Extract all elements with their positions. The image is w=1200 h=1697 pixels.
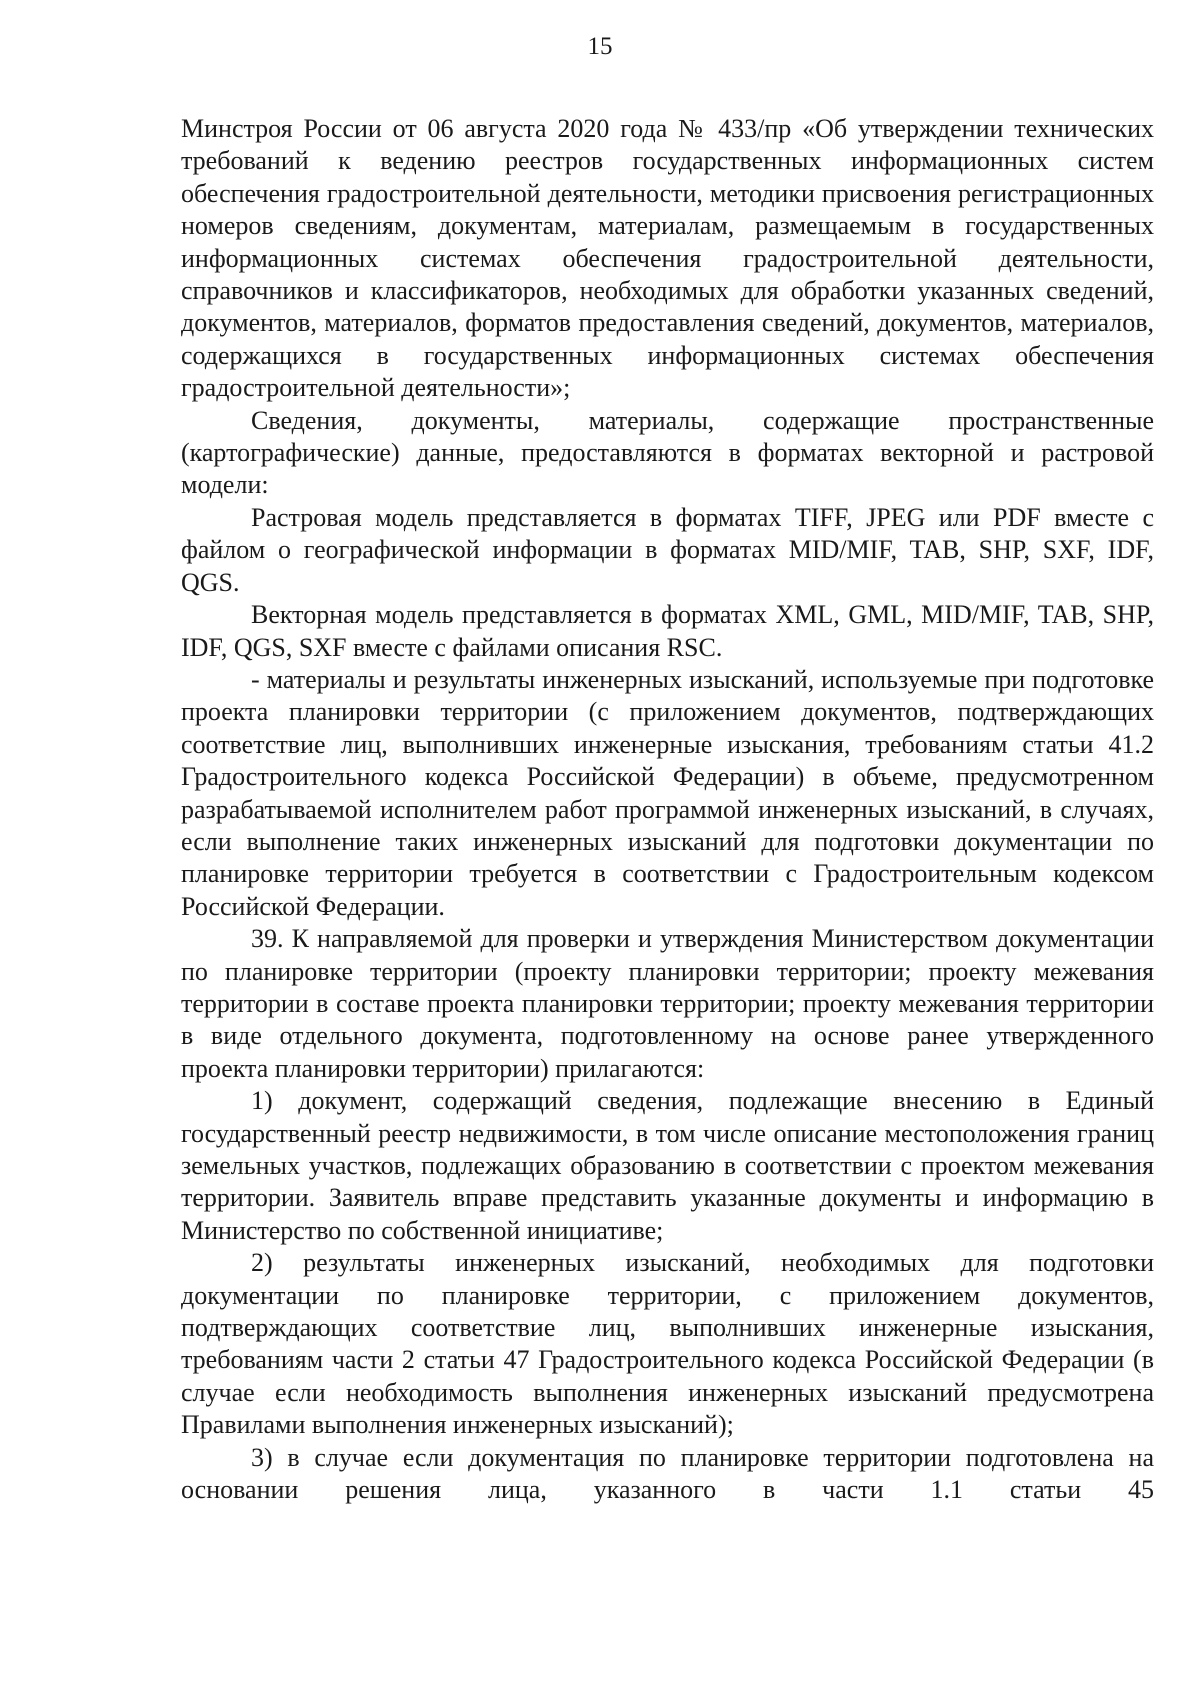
paragraph-raster-model: Растровая модель представляется в форматах TIFF, JPEG или PDF вместе с файлом о географической информации в форматах MID/MIF, TAB, SHP, SXF, IDF, QGS. xyxy=(181,502,1154,597)
paragraph-item-2: 2) результаты инженерных изысканий, необходимых для подготовки документации по планировке территории, с приложением документов, подтверждающих соответствие лиц, выполнивших инженерные изыскания, требованиям части 2 статьи 47 Градостроительного кодекса Российской Федерации (в случае если необходимость выполнения инженерных изысканий предусмотрена Правилами выполнения инженерных изысканий); xyxy=(181,1248,1154,1440)
paragraph-survey-materials: - материалы и результаты инженерных изысканий, используемые при подготовке проекта планировки территории (с приложением документов, подтверждающих соответствие лиц, выполнивших инженерные изыскания, требованиям статьи 41.2 Градостроительного кодекса Российской Федерации) в объеме, предусмотренном разрабатываемой исполнителем работ программой инженерных изысканий, в случаях, если выполнение таких инженерных изысканий для подготовки документации по планировке территории требуется в соответствии с Градостроительным кодексом Российской Федерации. xyxy=(181,664,1154,921)
paragraph-item-1: 1) документ, содержащий сведения, подлежащие внесению в Единый государственный реестр недвижимости, в том числе описание местоположения границ земельных участков, подлежащих образованию в соответствии с проектом межевания территории. Заявитель вправе представить указанные документы и информацию в Министерство по собственной инициативе; xyxy=(181,1086,1154,1245)
paragraph-ministry-order: Минстроя России от 06 августа 2020 года № 433/пр «Об утверждении технических требований к ведению реестров государственных информационных систем обеспечения градостроительной деятельности, методики присвоения регистрационных номеров сведениям, документам, материалам, размещаемым в государственных информационных системах обеспечения градостроительной деятельности, справочников и классификаторов, необходимых для обработки указанных сведений, документов, материалов, форматов предоставления сведений, документов, материалов, содержащихся в государственных информационных системах обеспечения градостроительной деятельности»; xyxy=(181,114,1154,403)
document-body xyxy=(181,113,1154,1506)
paragraph-spatial-data: Сведения, документы, материалы, содержащие пространственные (картографические) данные, предоставляются в форматах векторной и растровой модели: xyxy=(181,405,1154,500)
paragraph-item-3: 3) в случае если документация по планировке территории подготовлена на основании решения лица, указанного в части 1.1 статьи 45 xyxy=(181,1442,1154,1505)
paragraph-clause-39: 39. К направляемой для проверки и утверждения Министерством документации по планировке территории (проекту планировки территории; проекту межевания территории в составе проекта планировки территории; проекту межевания территории в виде отдельного документа, подготовленному на основе ранее утвержденного проекта планировки территории) прилагаются: xyxy=(181,924,1154,1083)
page-number: 15 xyxy=(587,33,613,60)
paragraph-vector-model: Векторная модель представляется в форматах XML, GML, MID/MIF, TAB, SHP, IDF, QGS, SXF вместе с файлами описания RSC. xyxy=(181,600,1154,662)
